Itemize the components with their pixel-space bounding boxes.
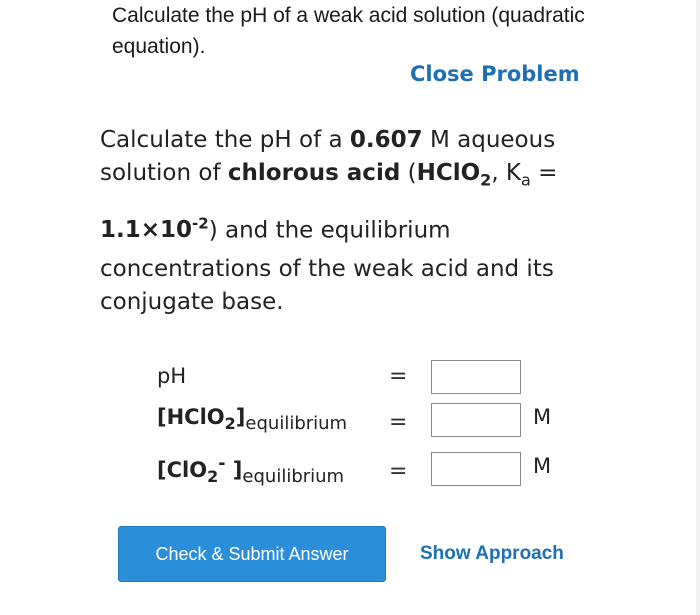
hclo2-input[interactable] (431, 403, 521, 437)
question-line-2: solution of chlorous acid (HClO$_2$, $K_a$ = (100, 160, 558, 190)
question-line-1: Calculate the pH of a 0.607 M aqueous (100, 127, 556, 153)
clo2-label: [ClO$_2$- ]$_{equilibrium}$ (157, 454, 345, 487)
question-line-5: conjugate base. (100, 289, 284, 316)
question-line-3: $1.1\times 10^{-2}$) and the equilibrium (100, 214, 451, 244)
ph-label: pH (157, 364, 187, 388)
ka-value: $1.1\times 10^{-2}$ (100, 214, 209, 244)
check-submit-button[interactable]: Check & Submit Answer (118, 526, 386, 582)
close-problem-link[interactable]: Close Problem (410, 62, 580, 86)
clo2-input[interactable] (431, 452, 521, 486)
hclo2-unit: M (533, 405, 552, 429)
acid-formula: HClO$_2$ (416, 160, 492, 190)
clo2-unit: M (533, 454, 552, 478)
acid-name: chlorous acid (227, 160, 401, 186)
clo2-equals: = (389, 459, 408, 484)
question-line-4: concentrations of the weak acid and its (100, 256, 554, 283)
show-approach-link[interactable]: Show Approach (420, 543, 564, 564)
hclo2-label: $[HClO_2]_{equilibrium}$ (157, 405, 348, 434)
hclo2-equals: = (389, 410, 408, 435)
concentration-value: 0.607 (349, 127, 423, 153)
ph-input[interactable] (431, 360, 521, 394)
question-text (100, 124, 620, 319)
problem-title: Calculate the pH of a weak acid solution (quadratic equation). (112, 4, 585, 58)
ph-equals: = (389, 364, 408, 389)
